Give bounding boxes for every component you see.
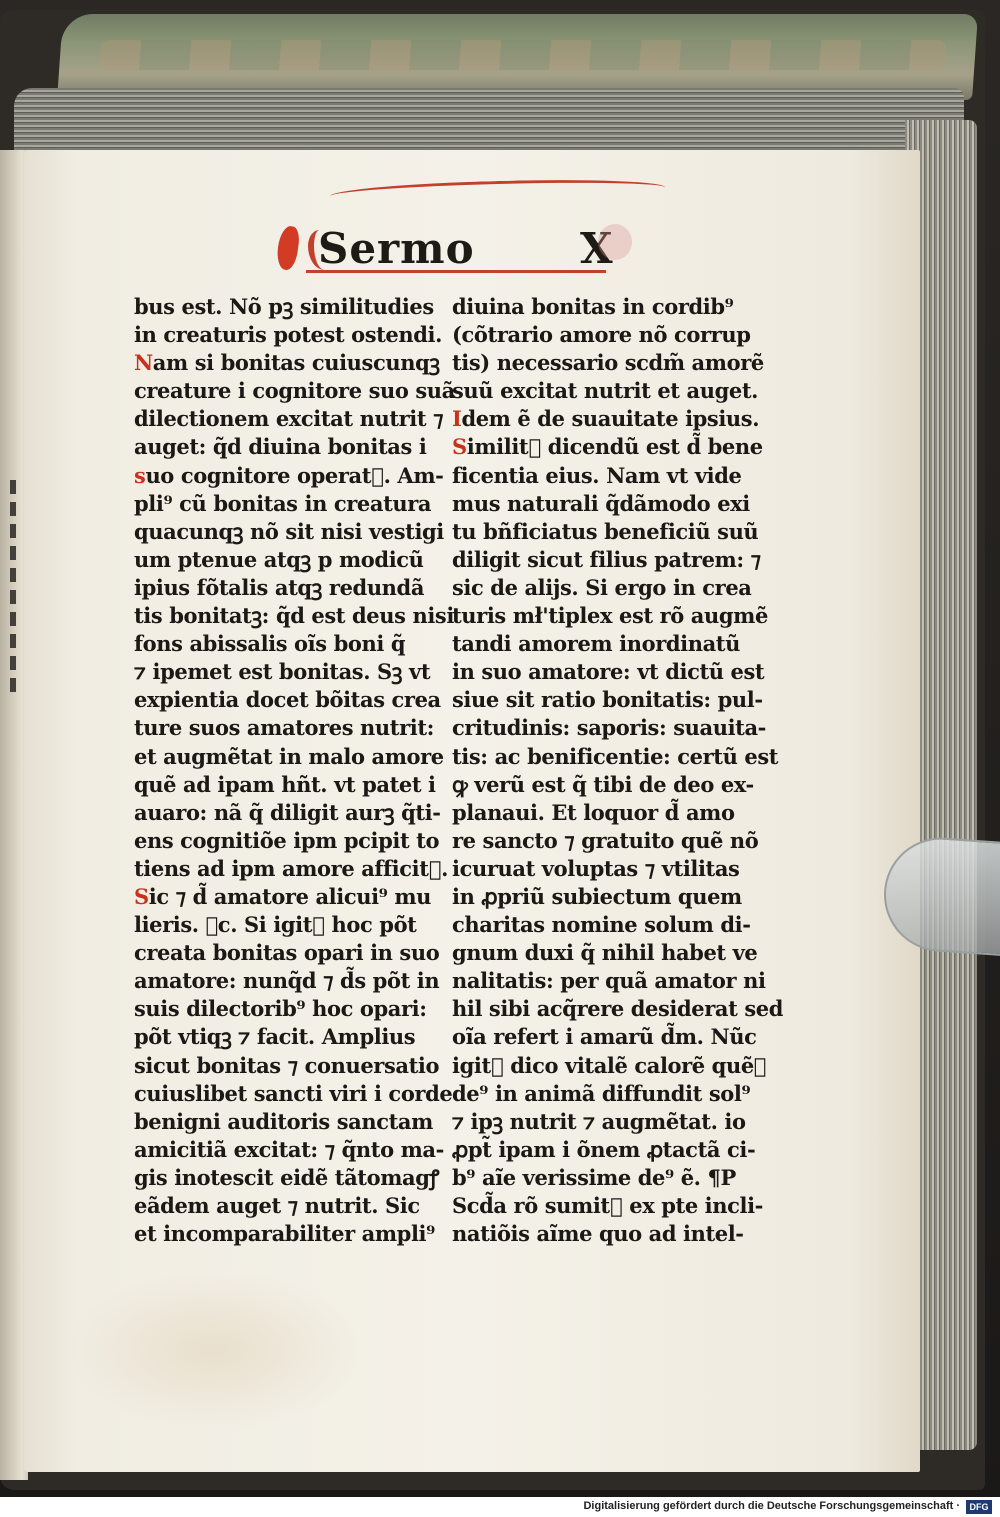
text-line: creature i cognitore suo suã [134,378,455,404]
text-line: amicitiã excitat: ⁊ q̃nto ma- [134,1136,444,1162]
rubric-initial: S [134,883,149,909]
text-line: eãdem auget ⁊ nutrit. Sic [134,1193,420,1218]
text-line: tis: ac benificentie: certũ est [452,743,779,769]
text-line: tis) necessario scdm̃ amorẽ [452,350,764,376]
rubric-initial: s [134,462,146,488]
text-line: (cõtrario amore nõ corrup [452,322,751,348]
text-line: ipius fõtalis atqꝫ redundã [134,574,425,600]
text-line: quacunqꝫ nõ sit nisi vestigi [134,518,444,544]
text-line: nalitatis: per quã amator ni [452,968,766,994]
text-line: lieris. ⁊c. Si igit᷑ hoc põt [134,912,417,938]
text-line: amatore: nunq̃d ⁊ d̃s põt in [134,968,440,994]
text-line: diuina bonitas in cordib⁹ [452,294,734,319]
text-line: re sancto ⁊ gratuito quẽ nõ [452,827,759,853]
text-line: tu bñficiatus beneficiũ suũ [452,518,759,544]
text-line: dilectionem excitat nutrit ⁊ [134,406,444,432]
text-line: gis inotescit eidẽ tãtomagꝭ [134,1164,440,1190]
text-line: et augmẽtat in malo amore [134,743,444,769]
text-line: ꝙ verũ est q̃ tibi de deo ex- [452,771,754,797]
text-line: suis dilectorib⁹ hoc opari: [134,996,427,1022]
text-line: Idem ẽ de suauitate ipsius. [452,406,760,432]
text-line: suo cognitore operat᷑. Am- [134,462,444,488]
heading-underline [306,270,606,273]
text-line: siue sit ratio bonitatis: pul- [452,687,763,713]
text-line: Similit᷑ dicendũ est d̃ bene [452,434,763,460]
dfg-logo: DFG [966,1500,992,1514]
text-column-left [134,293,455,1248]
text-line: planaui. Et loquor d̃ amo [452,799,735,825]
text-line: gnum duxi q̃ nihil habet ve [452,940,758,966]
text-line: ⁊ ipꝫ nutrit ⁊ augmẽtat. io [452,1108,746,1134]
text-line: natiõis aĩme quo ad intel- [452,1221,744,1247]
text-line: mus naturali q̃dãmodo exi [452,490,750,516]
text-line: Scd̃a rõ sumit᷑ ex pte incli- [452,1193,763,1218]
text-line: um ptenue atqꝫ p modicũ [134,546,424,572]
text-line: in ꝓpriũ subiectum quem [452,883,742,909]
text-line: cuiuslibet sancti viri i corde [134,1080,453,1106]
text-line: ture suos amatores nutrit: [134,715,434,741]
text-line: sic de alijs. Si ergo in crea [452,574,752,600]
text-line: de⁹ in animã diffundit sol⁹ [452,1080,751,1106]
rubric-pilcrow-mark [275,225,301,271]
page-stain [64,1270,364,1430]
text-line: pli⁹ cũ bonitas in creatura [134,490,432,516]
text-line: oĩa refert i amarũ d̃m. Nũc [452,1024,757,1050]
text-line: auget: q̃d diuina bonitas i [134,434,427,460]
text-line: hil sibi acq̃rere desiderat sed [452,996,783,1022]
rubric-initial: I [452,406,462,432]
text-line: in suo amatore: vt dictũ est [452,659,765,685]
text-line: auaro: nã q̃ diligit aurꝫ q̃ti- [134,799,441,825]
footer-bar [0,1497,1000,1517]
text-line: ficentia eius. Nam vt vide [452,462,742,488]
text-line: diligit sicut filius patrem: ⁊ [452,546,761,572]
text-line: icuruat voluptas ⁊ vtilitas [452,855,740,881]
text-line: ⁊ ipemet est bonitas. Sꝫ vt [134,659,431,685]
page-heading [270,222,640,278]
text-line: in creaturis potest ostendi. [134,322,443,348]
text-line: benigni auditoris sanctam [134,1108,433,1134]
text-line: suũ excitat nutrit et auget. [452,378,759,404]
footer-credit: Digitalisierung gefördert durch die Deutsche Forschungsgemeinschaft · [583,1500,960,1512]
text-line: sicut bonitas ⁊ conuersatio [134,1052,440,1078]
text-line: põt vtiqꝫ ⁊ facit. Amplius [134,1024,416,1050]
heading-word: Sermo [318,224,475,273]
text-line: fons abissalis oĩs boni q̃ [134,631,406,657]
text-line: tandi amorem inordinatũ [452,631,740,657]
text-line: ꝓpt̃ ipam i õnem ꝓtactã ci- [452,1136,756,1162]
text-line: bus est. Nõ pꝫ similitudies [134,294,434,319]
text-line: charitas nomine solum di- [452,912,751,938]
text-line: ens cognitiõe ipm pcipit to [134,827,440,853]
text-line: tiens ad ipm amore afficit᷑. [134,855,449,881]
text-line: expientia docet bõitas crea [134,687,441,713]
text-line: turis mł'tiplex est rõ augmẽ [452,603,768,629]
text-line: critudinis: saporis: suauita- [452,715,767,741]
facing-page-marks [2,480,22,700]
rubric-initial: S [452,434,467,460]
text-column-right [452,293,783,1248]
text-line: quẽ ad ipam hñt. vt patet i [134,771,436,797]
heading-number: X [580,222,613,276]
text-line: creata bonitas opari in suo [134,940,440,966]
text-line: Nam si bonitas cuiuscunqꝫ [134,350,440,376]
text-line: Sic ⁊ d̃ amatore alicui⁹ mu [134,883,432,909]
text-line: tis bonitatꝫ: q̃d est deus nisi [134,603,454,629]
text-line: et incomparabiliter ampli⁹ [134,1221,435,1247]
text-line: igit᷑ dico vitalẽ calorẽ quẽꝫ [452,1052,766,1078]
text-line: b⁹ aĩe verissime de⁹ ẽ. ¶P [452,1164,736,1190]
rubric-initial: N [134,350,153,376]
